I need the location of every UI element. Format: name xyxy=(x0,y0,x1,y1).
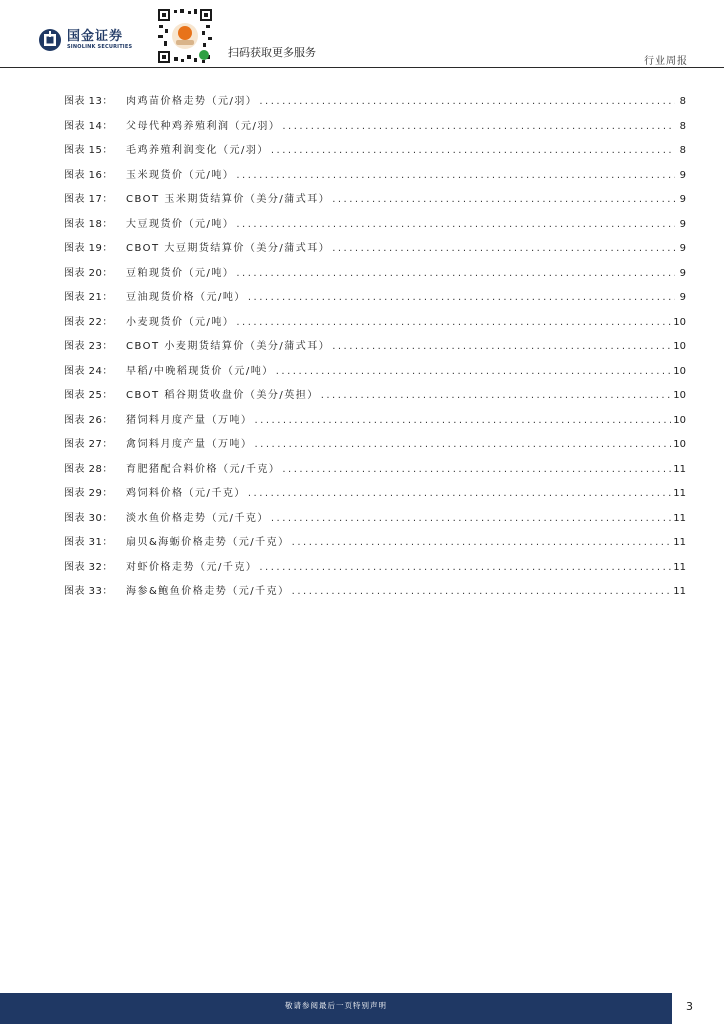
toc-entry[interactable] xyxy=(64,362,686,387)
toc-leader-dots xyxy=(236,268,675,279)
toc-entry-title: 小麦现货价（元/吨） xyxy=(126,316,235,328)
toc-entry-title: 玉米现货价（元/吨） xyxy=(126,169,235,181)
toc-entry-label: 图表 33： xyxy=(64,586,113,597)
toc-entry[interactable] xyxy=(64,288,686,313)
toc-entry[interactable] xyxy=(64,117,686,142)
header-divider xyxy=(0,67,724,68)
toc-entry-label: 图表 23： xyxy=(64,341,113,352)
toc-entry[interactable] xyxy=(64,386,686,411)
figure-index xyxy=(64,92,686,607)
toc-entry-page: 11 xyxy=(673,512,686,524)
toc-leader-dots xyxy=(236,170,675,181)
toc-leader-dots xyxy=(259,96,675,107)
toc-entry[interactable] xyxy=(64,582,686,607)
report-type-label: 行业周报 xyxy=(644,56,688,67)
toc-entry-title: 猪饲料月度产量（万吨） xyxy=(126,414,253,426)
company-logo xyxy=(38,28,132,52)
toc-entry[interactable] xyxy=(64,533,686,558)
toc-leader-dots xyxy=(292,586,672,597)
page-number: 3 xyxy=(686,1000,693,1013)
toc-entry-title: 淡水鱼价格走势（元/千克） xyxy=(126,512,269,524)
toc-entry-title: 早稻/中晚稻现货价（元/吨） xyxy=(126,365,274,377)
toc-entry-label: 图表 22： xyxy=(64,316,113,328)
toc-entry-label: 图表 13： xyxy=(64,96,113,107)
toc-entry-page: 8 xyxy=(679,120,686,132)
toc-entry[interactable] xyxy=(64,313,686,338)
toc-entry-page: 10 xyxy=(673,439,686,450)
toc-entry-page: 9 xyxy=(679,194,686,205)
toc-entry-page: 11 xyxy=(673,537,686,548)
toc-entry-label: 图表 32： xyxy=(64,561,113,573)
toc-entry-title: 育肥猪配合料价格（元/千克） xyxy=(126,463,281,475)
toc-entry[interactable] xyxy=(64,337,686,362)
toc-entry-title: 父母代种鸡养殖利润（元/羽） xyxy=(126,120,281,132)
toc-leader-dots xyxy=(332,194,675,205)
toc-entry-title: 鸡饲料价格（元/千克） xyxy=(126,488,246,499)
toc-entry-title: 大豆现货价（元/吨） xyxy=(126,218,235,230)
toc-leader-dots xyxy=(236,317,671,328)
toc-leader-dots xyxy=(248,292,675,303)
toc-leader-dots xyxy=(271,145,675,156)
toc-entry[interactable] xyxy=(64,435,686,460)
toc-entry-label: 图表 25： xyxy=(64,390,113,401)
toc-entry-page: 9 xyxy=(679,292,686,303)
footer-disclaimer: 敬请参阅最后一页特别声明 xyxy=(285,1001,387,1010)
toc-entry-title: 豆油现货价格（元/吨） xyxy=(126,292,246,303)
toc-entry[interactable] xyxy=(64,166,686,191)
toc-entry[interactable] xyxy=(64,215,686,240)
toc-entry-page: 11 xyxy=(673,463,686,475)
toc-entry[interactable] xyxy=(64,264,686,289)
toc-entry-page: 11 xyxy=(673,488,686,499)
toc-entry-page: 10 xyxy=(673,365,686,377)
toc-entry[interactable] xyxy=(64,484,686,509)
toc-entry-page: 8 xyxy=(679,145,686,156)
toc-leader-dots xyxy=(292,537,672,548)
toc-entry[interactable] xyxy=(64,190,686,215)
toc-leader-dots xyxy=(332,243,675,254)
toc-leader-dots xyxy=(255,415,672,426)
toc-entry-label: 图表 17： xyxy=(64,194,113,205)
toc-entry-page: 11 xyxy=(673,561,686,573)
scan-for-services-text: 扫码获取更多服务 xyxy=(228,46,316,59)
toc-leader-dots xyxy=(282,464,671,475)
toc-entry-page: 10 xyxy=(673,390,686,401)
toc-entry-page: 9 xyxy=(679,218,686,230)
toc-leader-dots xyxy=(276,366,672,377)
logo-text-en: SINOLINK SECURITIES xyxy=(67,44,133,50)
toc-entry-page: 9 xyxy=(679,243,686,254)
toc-entry-label: 图表 24： xyxy=(64,365,113,377)
toc-entry-title: 毛鸡养殖利润变化（元/羽） xyxy=(126,145,269,156)
toc-entry-title: 肉鸡苗价格走势（元/羽） xyxy=(126,96,258,107)
page-header xyxy=(0,0,724,70)
toc-entry-label: 图表 26： xyxy=(64,414,113,426)
toc-entry[interactable] xyxy=(64,141,686,166)
toc-entry[interactable] xyxy=(64,92,686,117)
toc-entry-label: 图表 16： xyxy=(64,169,113,181)
qr-code-icon[interactable] xyxy=(156,7,214,65)
toc-entry-page: 10 xyxy=(673,341,686,352)
toc-leader-dots xyxy=(321,390,672,401)
toc-entry-label: 图表 30： xyxy=(64,512,113,524)
toc-leader-dots xyxy=(271,513,671,524)
toc-entry-title: 扇贝&海蛎价格走势（元/千克） xyxy=(126,537,290,548)
toc-leader-dots xyxy=(259,562,671,573)
toc-entry[interactable] xyxy=(64,239,686,264)
toc-entry-page: 9 xyxy=(679,169,686,181)
toc-entry-label: 图表 29： xyxy=(64,488,113,499)
toc-entry-title: 禽饲料月度产量（万吨） xyxy=(126,439,253,450)
toc-leader-dots xyxy=(255,439,672,450)
toc-entry-title: 豆粕现货价（元/吨） xyxy=(126,267,235,279)
logo-text-cn: 国金证券 xyxy=(67,29,124,44)
toc-entry-label: 图表 20： xyxy=(64,267,113,279)
toc-entry-label: 图表 18： xyxy=(64,218,113,230)
toc-leader-dots xyxy=(236,219,675,230)
toc-entry[interactable] xyxy=(64,411,686,436)
toc-entry-page: 10 xyxy=(673,414,686,426)
toc-entry-label: 图表 27： xyxy=(64,439,113,450)
toc-entry-title: 海参&鲍鱼价格走势（元/千克） xyxy=(126,586,290,597)
toc-entry-label: 图表 21： xyxy=(64,292,113,303)
toc-entry-page: 9 xyxy=(679,267,686,279)
toc-entry[interactable] xyxy=(64,509,686,534)
toc-entry-label: 图表 14： xyxy=(64,120,113,132)
toc-entry-page: 11 xyxy=(673,586,686,597)
toc-entry[interactable] xyxy=(64,558,686,583)
toc-entry-title: CBOT 小麦期货结算价（美分/蒲式耳） xyxy=(126,341,331,352)
toc-entry-label: 图表 19： xyxy=(64,243,113,254)
toc-leader-dots xyxy=(282,121,675,132)
toc-leader-dots xyxy=(332,341,671,352)
toc-entry-label: 图表 15： xyxy=(64,145,113,156)
toc-entry-title: 对虾价格走势（元/千克） xyxy=(126,561,258,573)
toc-entry-label: 图表 31： xyxy=(64,537,113,548)
toc-leader-dots xyxy=(248,488,671,499)
toc-entry-page: 8 xyxy=(679,96,686,107)
toc-entry[interactable] xyxy=(64,460,686,485)
toc-entry-page: 10 xyxy=(673,316,686,328)
toc-entry-title: CBOT 大豆期货结算价（美分/蒲式耳） xyxy=(126,243,331,254)
toc-entry-label: 图表 28： xyxy=(64,463,113,475)
toc-entry-title: CBOT 稻谷期货收盘价（美分/英担） xyxy=(126,390,319,401)
logo-mark-icon xyxy=(38,28,62,52)
toc-entry-title: CBOT 玉米期货结算价（美分/蒲式耳） xyxy=(126,194,331,205)
